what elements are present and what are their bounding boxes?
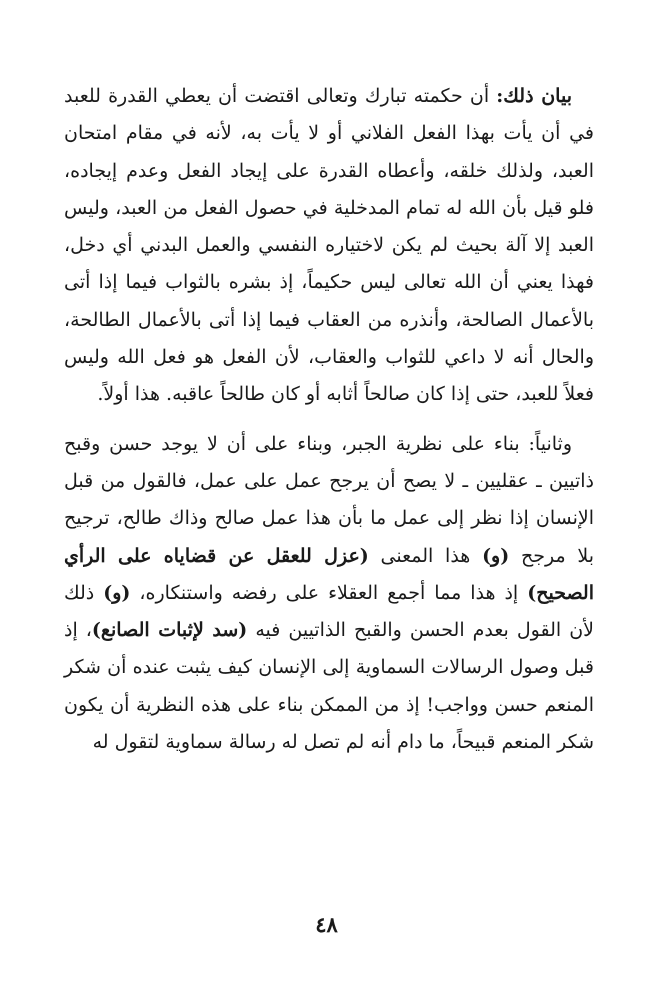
page-number: ٤٨: [315, 912, 338, 937]
paragraph-1-text: أن حكمته تبارك وتعالى اقتضت أن يعطي القدرة للعبد في أن يأت بهذا الفعل الفلاني أو لا يأت به، لأنه في مقام امتحان العبد، ولذلك خلقه، وأعطاه القدرة على إيجاد الفعل وعدم إيجاده، فلو قيل بأن الله له تمام المدخلية في حصول الفعل من العبد، وليس العبد إلا آلة بحيث لم يكن لاختياره النفسي والعمل البدني أي دخل، فهذا يعني أن الله تعالى ليس حكيماً، إذ بشره بالثواب فيما إذا أتى بالأعمال الصالحة، وأنذره من العقاب فيما إذا أتى بالأعمال الطالحة، والحال أنه لا داعي للثواب والعقاب، لأن الفعل هو فعل الله وليس فعلاً للعبد، حتى إذا كان صالحاً أثابه أو كان طالحاً عاقبه. هذا أولاً.: [64, 85, 594, 406]
bold-phrase: (و): [103, 581, 131, 604]
paragraph-2-text: وثانياً: بناء على نظرية الجبر، وبناء على أن لا يوجد حسن وقبح ذاتيين ـ عقليين ـ لا يصح أن يرجح عمل على عمل، فالقول من قبل الإنسان إذا نظر إلى عمل ما بأن هذا عمل صالح وذاك طالح، ترجيح بلا مرجح: [64, 432, 594, 567]
paragraph-1-lead: بيان ذلك:: [496, 85, 572, 107]
bold-phrase: (و): [482, 544, 510, 567]
paragraph-2-text: ، إذ قبل وصول الرسالات السماوية إلى الإنسان كيف يثبت عنده أن شكر المنعم حسن وواجب! إذ من الممكن بناء على هذه النظرية أن يكون شكر المنعم قبيحاً، ما دام أنه لم تصل له رسالة سماوية لتقول له: [64, 619, 594, 754]
bold-phrase: (سد لإثبات الصانع): [91, 619, 248, 642]
page-body: [64, 78, 594, 761]
bold-phrase: (عزل للعقل عن قضاياه على الرأي الصحيح): [64, 544, 594, 604]
paragraph-2-text: ذلك لأن القول بعدم الحسن والقبح الذاتيين فيه: [64, 581, 594, 642]
paragraph-2-text: إذ هذا مما أجمع العقلاء على رفضه واستنكاره،: [130, 581, 528, 604]
paragraph-2: [64, 426, 594, 762]
paragraph-2-text: هذا المعنى: [368, 544, 483, 567]
paragraph-1: [64, 78, 594, 414]
